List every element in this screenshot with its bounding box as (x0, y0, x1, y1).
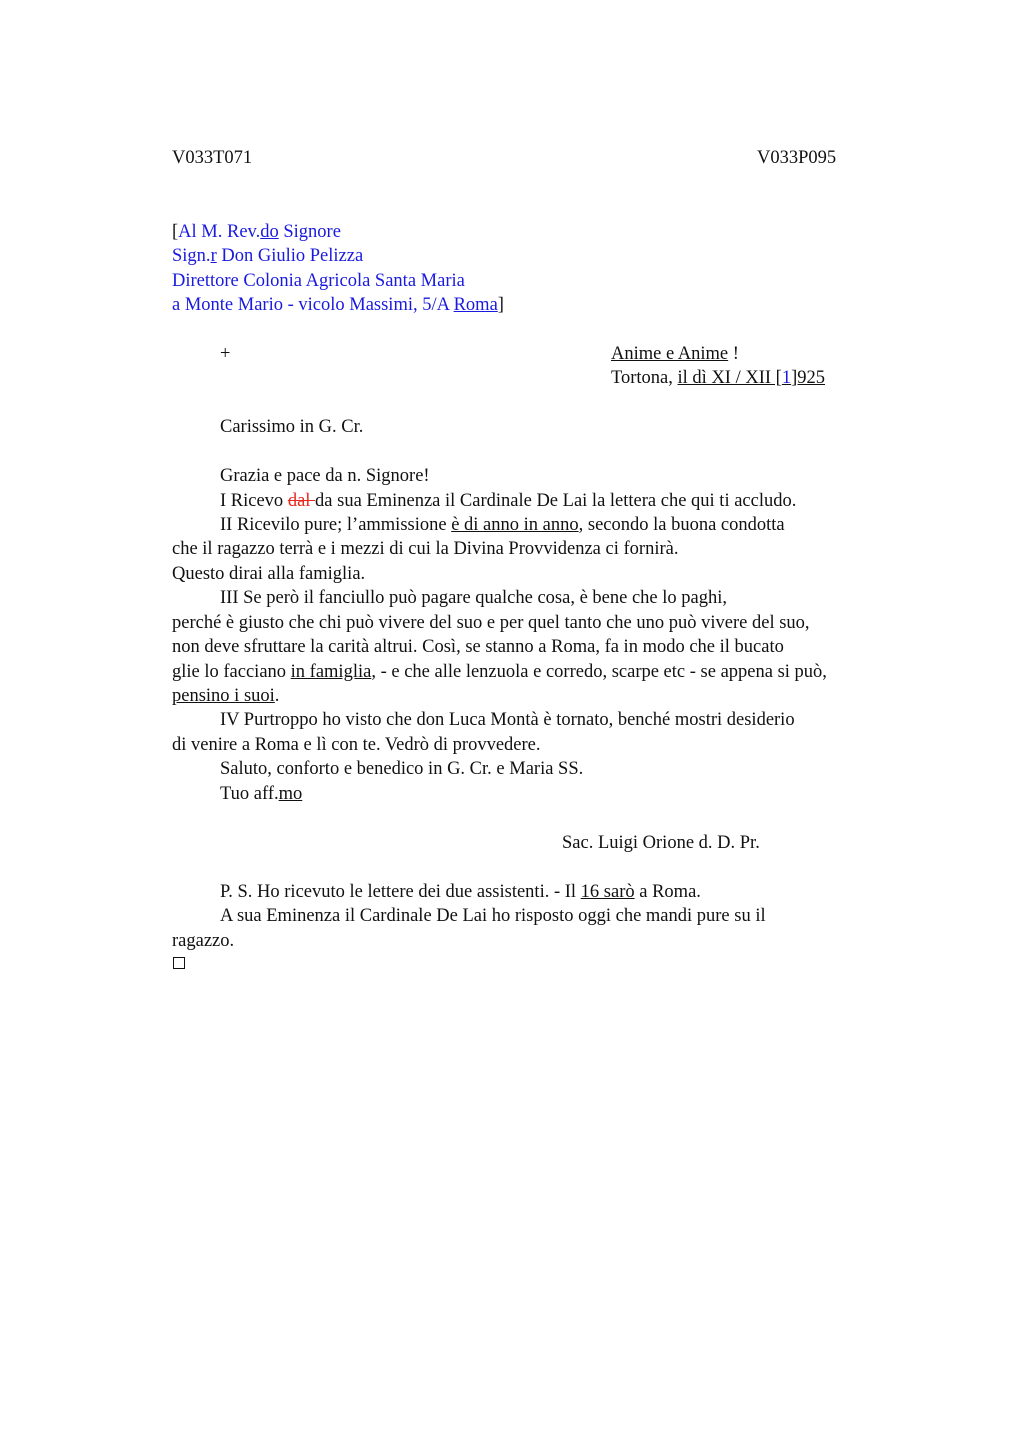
greeting: Grazia e pace da n. Signore! (220, 466, 430, 486)
paragraph-1: I Ricevo dal da sua Eminenza il Cardinale De Lai la lettera che qui ti accludo. (220, 491, 797, 511)
address-close-bracket: ] (497, 295, 504, 315)
salutation: Carissimo in G. Cr. (220, 417, 364, 437)
signature: Sac. Luigi Orione d. D. Pr. (562, 833, 760, 853)
address-open-bracket: [ (172, 222, 179, 242)
yours: Tuo aff.mo (220, 784, 303, 804)
paragraph-2-line-2: che il ragazzo terrà e i mezzi di cui la Divina Provvidenza ci fornirà. (172, 539, 679, 559)
address-line-2: Sign.r Don Giulio Pelizza (172, 246, 364, 266)
paragraph-3-line-4: glie lo facciano in famiglia, - e che alle lenzuola e corredo, scarpe etc - se appena si può, (172, 662, 827, 682)
cross-mark: + (220, 344, 231, 364)
place-date: Tortona, il dì XI / XII [1]925 (611, 368, 826, 388)
paragraph-3-line-5: pensino i suoi. (172, 686, 280, 706)
paragraph-3-line-1: III Se però il fanciullo può pagare qualche cosa, è bene che lo paghi, (220, 588, 727, 608)
postscript-line-1: P. S. Ho ricevuto le lettere dei due assistenti. - Il 16 sarò a Roma. (220, 882, 701, 902)
document-code-left: V033T071 (172, 148, 253, 168)
paragraph-2-line-1: II Ricevilo pure; l’ammissione è di anno in anno, secondo la buona condotta (220, 515, 785, 535)
postscript-line-2: A sua Eminenza il Cardinale De Lai ho risposto oggi che mandi pure su il (220, 906, 766, 926)
postscript-line-3: ragazzo. (172, 931, 235, 951)
paragraph-3-line-2: perché è giusto che chi può vivere del suo e per quel tanto che uno può vivere del suo, (172, 613, 810, 633)
checkbox-icon (173, 957, 185, 969)
paragraph-4-line-2: di venire a Roma e lì con te. Vedrò di provvedere. (172, 735, 541, 755)
document-code-right: V033P095 (757, 148, 837, 168)
paragraph-2-line-3: Questo dirai alla famiglia. (172, 564, 366, 584)
motto: Anime e Anime ! (611, 344, 739, 364)
address-line-3: Direttore Colonia Agricola Santa Maria (172, 271, 465, 291)
closing: Saluto, conforto e benedico in G. Cr. e Maria SS. (220, 759, 584, 779)
paragraph-4-line-1: IV Purtroppo ho visto che don Luca Montà è tornato, benché mostri desiderio (220, 710, 795, 730)
address-line-1: [Al M. Rev.do Signore (172, 222, 341, 242)
address-line-4: a Monte Mario - vicolo Massimi, 5/A Roma] (172, 295, 504, 315)
deleted-word: dal (287, 491, 316, 511)
paragraph-3-line-3: non deve sfruttare la carità altrui. Così, se stanno a Roma, fa in modo che il bucato (172, 637, 784, 657)
